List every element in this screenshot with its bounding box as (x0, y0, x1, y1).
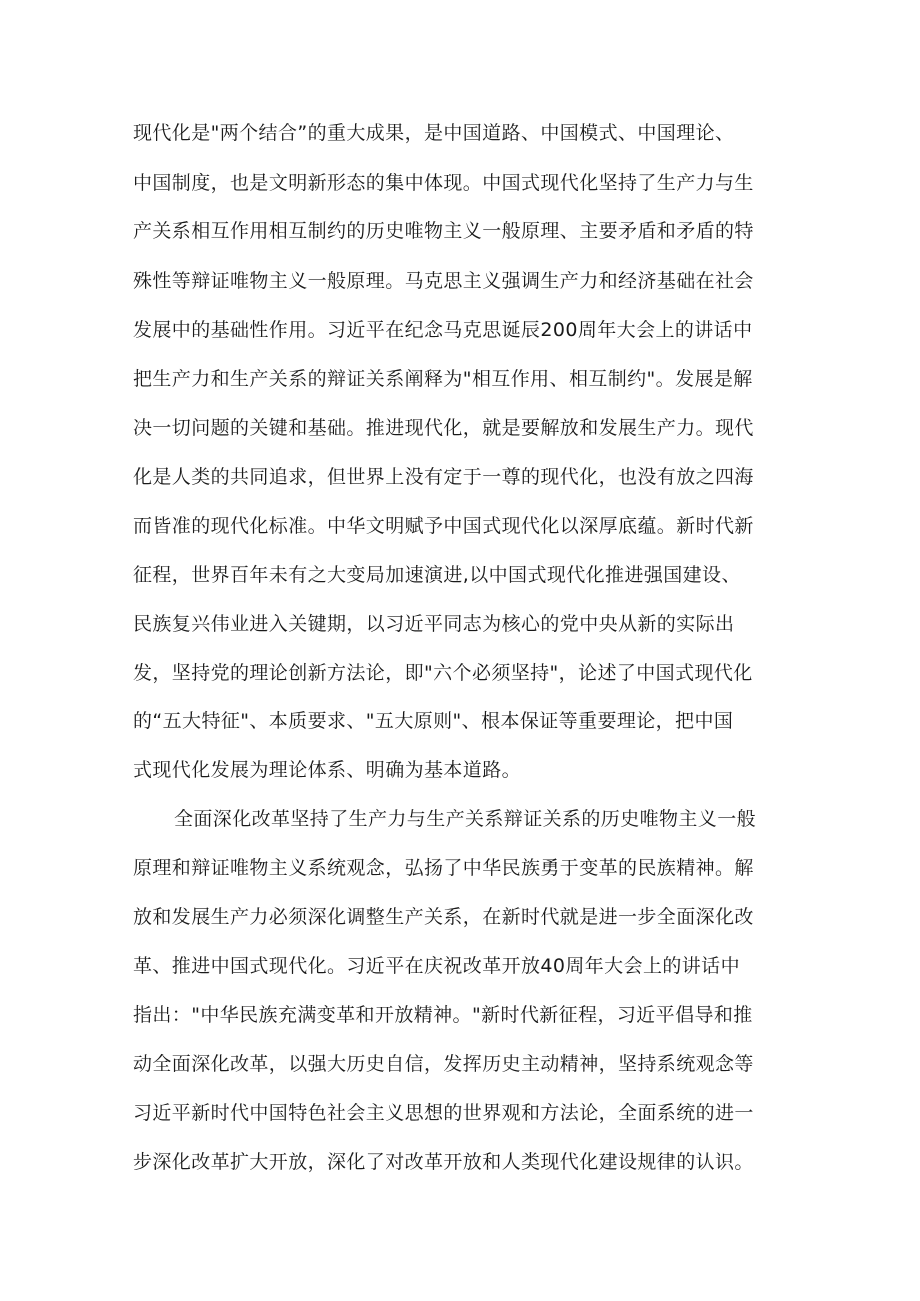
text-line: 而皆准的现代化标准。中华文明赋予中国式现代化以深厚底蕴。新时代新 (133, 515, 754, 537)
text-line: 指出："中华民族充满变革和开放精神。"新时代新征程，习近平倡导和推 (133, 1004, 753, 1026)
text-line: 产关系相互作用相互制约的历史唯物主义一般原理、主要矛盾和矛盾的特 (133, 220, 754, 242)
paragraph-first-line: 全面深化改革坚持了生产力与生产关系辩证关系的历史唯物主义一般 (174, 808, 757, 830)
text-line: 殊性等辩证唯物主义一般原理。马克思主义强调生产力和经济基础在社会 (133, 270, 754, 292)
text-line: 动全面深化改革，以强大历史自信，发挥历史主动精神，坚持系统观念等 (133, 1053, 754, 1075)
text-line: 征程，世界百年未有之大变局加速演进,以中国式现代化推进强国建设、 (133, 564, 741, 586)
text-line: 的“五大特征"、本质要求、"五大原则"、根本保证等重要理论，把中国 (133, 710, 734, 732)
text-line: 把生产力和生产关系的辩证关系阐释为"相互作用、相互制约"。发展是解 (133, 368, 753, 390)
text-line: 发展中的基础性作用。习近平在纪念马克思诞辰200周年大会上的讲话中 (133, 319, 753, 341)
text-line: 发，坚持党的理论创新方法论，即"六个必须坚持"，论述了中国式现代化 (133, 662, 753, 684)
text-line: 现代化是"两个结合”的重大成果，是中国道路、中国模式、中国理论、 (133, 122, 735, 144)
text-line: 革、推进中国式现代化。习近平在庆祝改革开放40周年大会上的讲话中 (133, 955, 740, 977)
text-line: 原理和辩证唯物主义系统观念，弘扬了中华民族勇于变革的民族精神。解 (133, 857, 754, 879)
text-line: 决一切问题的关键和基础。推进现代化，就是要解放和发展生产力。现代 (133, 417, 754, 439)
text-line: 习近平新时代中国特色社会主义思想的世界观和方法论，全面系统的进一 (133, 1102, 754, 1124)
text-line: 放和发展生产力必须深化调整生产关系，在新时代就是进一步全面深化改 (133, 906, 754, 928)
text-line: 式现代化发展为理论体系、明确为基本道路。 (133, 759, 522, 781)
text-line: 中国制度，也是文明新形态的集中体现。中国式现代化坚持了生产力与生 (133, 172, 754, 194)
text-line: 民族复兴伟业进入关键期，以习近平同志为核心的党中央从新的实际出 (133, 613, 735, 635)
text-line: 步深化改革扩大开放，深化了对改革开放和人类现代化建设规律的认识。 (133, 1151, 754, 1173)
text-line: 化是人类的共同追求，但世界上没有定于一尊的现代化，也没有放之四海 (133, 466, 754, 488)
